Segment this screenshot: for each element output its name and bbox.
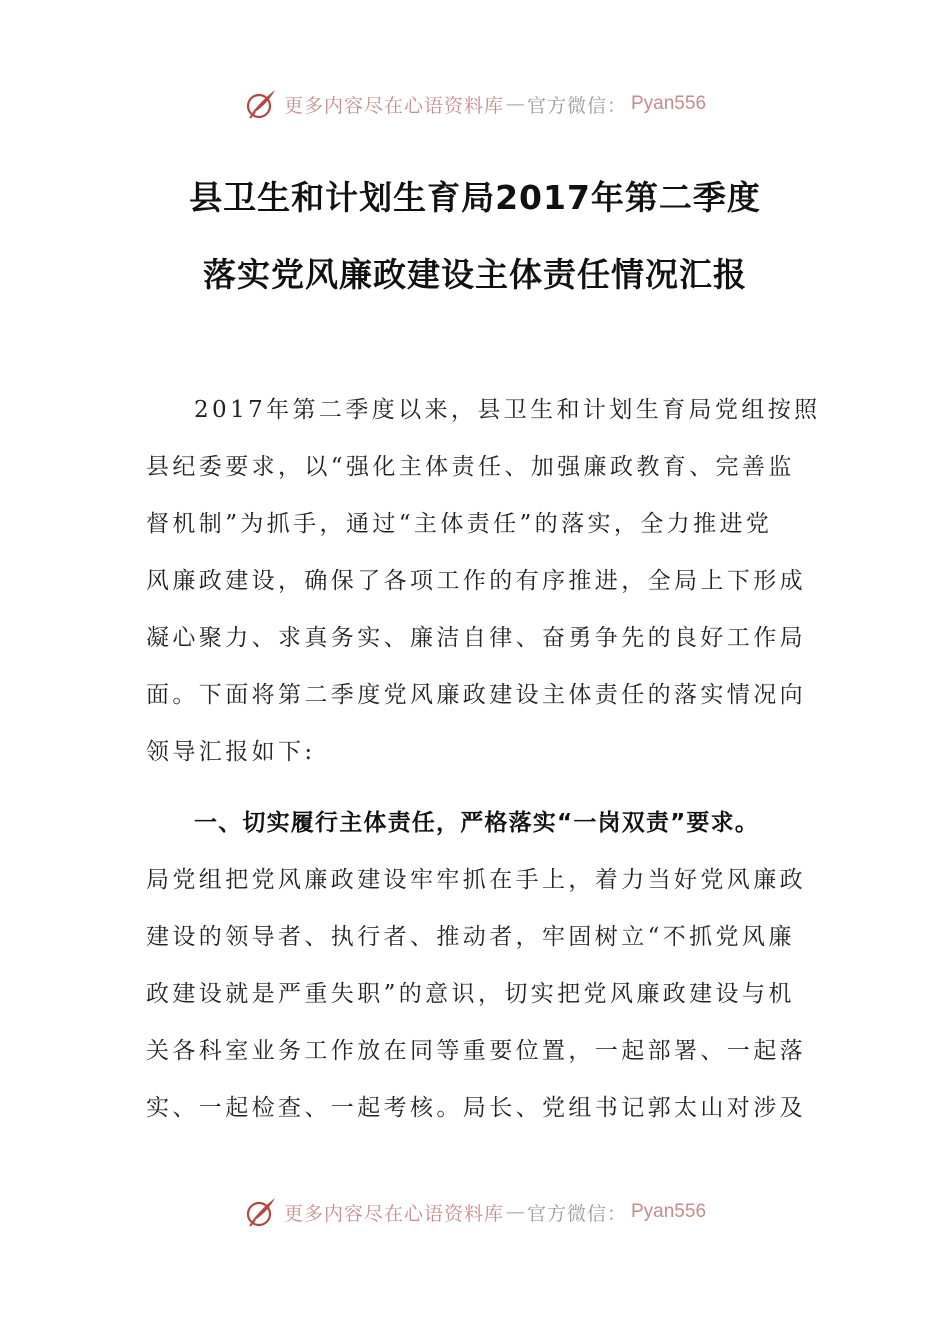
body-line: 关各科室业务工作放在同等重要位置，一起部署、一起落 [146, 1038, 806, 1064]
body-line: 县纪委要求，以“强化主体责任、加强廉政教育、完善监 [146, 454, 795, 480]
body-line: 局党组把党风廉政建设牢牢抓在手上，着力当好党风廉政 [146, 867, 806, 893]
body-line: 面。下面将第二季度党风廉政建设主体责任的落实情况向 [146, 682, 806, 708]
body-line: 凝心聚力、求真务实、廉洁自律、奋勇争先的良好工作局 [146, 625, 806, 651]
body-line: 风廉政建设，确保了各项工作的有序推进，全局上下形成 [146, 568, 806, 594]
banner-wechat-label: 官方微信： [526, 94, 627, 117]
body-line: 政建设就是严重失职”的意识，切实把党风廉政建设与机 [146, 981, 795, 1007]
quill-logo-icon [244, 87, 278, 121]
banner-dash: — [505, 1201, 525, 1223]
body-line: 2017年第二季度以来，县卫生和计划生育局党组按照 [194, 397, 821, 423]
body-line: 建设的领导者、执行者、推动者，牢固树立“不抓党风廉 [146, 924, 795, 950]
body-line: 督机制”为抓手，通过“主体责任”的落实，全力推进党 [146, 511, 773, 537]
banner-wechat-id: Pyan556 [631, 93, 707, 114]
banner-site-text: 更多内容尽在心语资料库 [283, 94, 504, 117]
banner-site-text: 更多内容尽在心语资料库 [283, 1202, 504, 1225]
quill-logo-icon [244, 1195, 278, 1229]
document-title-line-1: 县卫生和计划生育局2017年第二季度 [189, 178, 761, 217]
banner-wechat-id: Pyan556 [631, 1201, 707, 1222]
footer-banner [0, 1192, 950, 1232]
document-title-line-2: 落实党风廉政建设主体责任情况汇报 [203, 255, 747, 294]
body-line: 领导汇报如下: [146, 739, 316, 765]
body-line: 实、一起检查、一起考核。局长、党组书记郭太山对涉及 [146, 1095, 806, 1121]
banner-dash: — [505, 93, 525, 115]
header-banner [0, 84, 950, 124]
section-heading: 一、切实履行主体责任，严格落实“一岗双责”要求。 [194, 810, 760, 836]
banner-wechat-label: 官方微信： [526, 1202, 627, 1225]
